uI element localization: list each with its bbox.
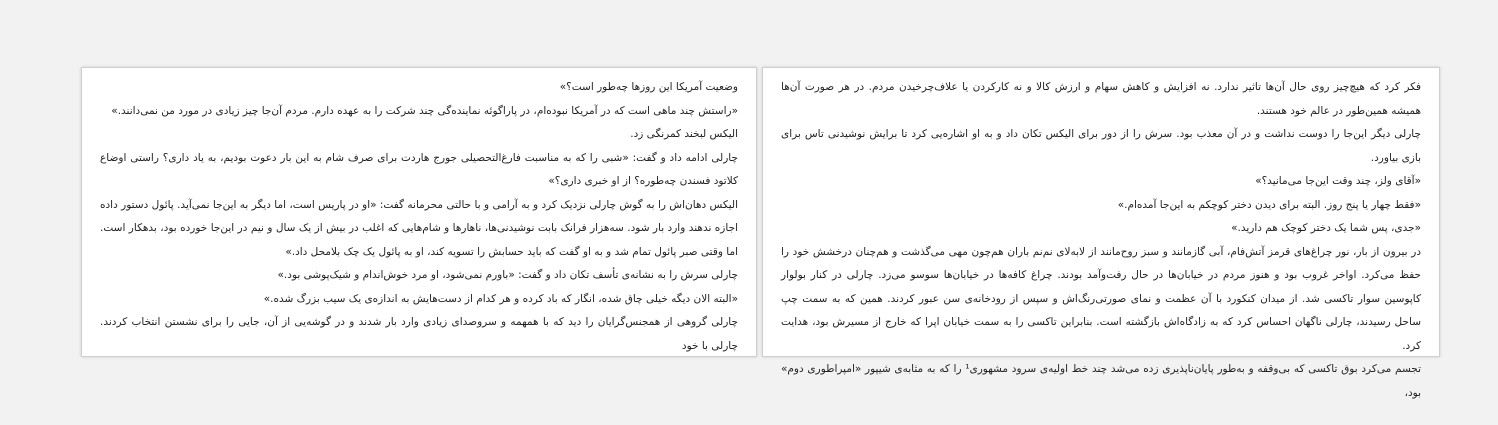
paragraph: تجسم می‌کرد بوق تاکسی که بی‌وقفه و به‌طور پایان‌ناپذیری زده می‌شد چند خط اولیه‌ی سرود مشهوری¹ را که به مثابه‌ی شیپور «امپراطوری دوم» بود، bbox=[781, 363, 1422, 399]
paragraph: «راستش چند ماهی است که در آمریکا نبوده‌ام، در پاراگوئه نماینده‌گی چند شرکت را به عهده دارم. مردم آن‌جا چیز زیادی در مورد من نمی‌دانند.» bbox=[111, 104, 738, 117]
paragraph: چارلی گروهی از همجنس‌گرایان را دید که با همهمه و سروصدای زیادی وارد بار شدند و در گوشه‌یی از آن، جایی را برای نشستن انتخاب کردند. چارلی با خود bbox=[100, 316, 738, 352]
paragraph: چارلی سرش را به نشانه‌ی تأسف تکان داد و گفت: «باورم نمی‌شود، او مرد خوش‌اندام و شیک‌پوشی بود.» bbox=[277, 269, 738, 281]
paragraph: «فقط چهار یا پنج روز. البته برای دیدن دختر کوچکم به این‌جا آمده‌ام.» bbox=[1117, 198, 1421, 211]
paragraph: «البته الان دیگه خیلی چاق شده، انگار که باد کرده و هر کدام از دست‌هایش به اندازه‌ی یک سیب بزرگ شده.» bbox=[263, 292, 738, 305]
paragraph: «جدی، پس شما یک دختر کوچک هم دارید.» bbox=[1231, 222, 1421, 234]
paragraph: چارلی دیگر این‌جا را دوست نداشت و در آن معذب بود. سرش را از دور برای الیکس تکان داد و به او اشاره‌یی کرد تا برایش نوشیدنی تاس برای بازی بیاورد. bbox=[781, 128, 1421, 164]
paragraph: «آقای ولز، چند وقت این‌جا می‌مانید؟» bbox=[1255, 175, 1421, 187]
paragraph: در بیرون از بار، نور چراغ‌های قرمز آتش‌فام، آبی گازمانند و سبز روح‌مانند از لابه‌لای نم‌نم باران هم‌چون مهی می‌گذشت و هم‌چنان درخشش خود را حفظ می‌کرد. اواخر غروب بود و هنوز مردم در خیابان‌ها در حال رفت‌وآمد بودند. چراغ کافه‌ها در خیابان‌ها سوسو می‌زد. چارلی در کنار بولوار کاپوسین سوار تاکسی شد. از میدان کنکورد با آن عظمت و نمای صورتی‌رنگ‌اش و سپس از رودخانه‌ی سن عبور کردند. همین که به سمت چپ ساحل رسیدند، چارلی ناگهان احساس کرد که به زادگاه‌اش بازگشته است. بنابراین تاکسی را به سمت خیابان اپرا که خارج از مسیرش بود، هدایت کرد. bbox=[781, 245, 1421, 352]
paragraph: وضعیت آمریکا این روزها چه‌طور است؟» bbox=[559, 81, 738, 93]
paragraph: الیکس لبخند کمرنگی زد. bbox=[630, 128, 738, 140]
paragraph: چارلی ادامه داد و گفت: «شبی را که به مناسبت فارغ‌التحصیلی جورج هاردت برای صرف شام به این بار دعوت بودیم، به یاد داری؟ راستی اوضاع کلاتود فسندن چه‌طوره؟ از او خبری داری؟» bbox=[100, 151, 738, 187]
book-page-right bbox=[762, 67, 1440, 399]
paragraph: فکر کرد که هیچ‌چیز روی حال آن‌ها تاثیر ندارد. نه افزایش و کاهش سهام و ارزش کالا و نه کارکردن یا علاف‌چرخیدن مردم. در هر صورت آن‌ها همیشه همین‌طور در عالم خود هستند. bbox=[781, 81, 1421, 117]
paragraph: الیکس دهان‌اش را به گوش چارلی نزدیک کرد و به آرامی و با حالتی محرمانه گفت: «او در پاریس است، اما دیگر به این‌جا نمی‌آید. پائول دستور داده اجازه ندهند وارد بار شود. سه‌هزار فرانک بابت نوشیدنی‌ها، ناهارها و شام‌هایی که اغلب در بیش از یک سال و نیم در این‌جا خورده بود، بدهکار است. اما وقتی صبر پائول تمام شد و به او گفت که باید حسابش را تسویه کند، او به پائول یک چک بلامحل داد.» bbox=[100, 198, 738, 258]
book-page-left bbox=[81, 67, 757, 357]
